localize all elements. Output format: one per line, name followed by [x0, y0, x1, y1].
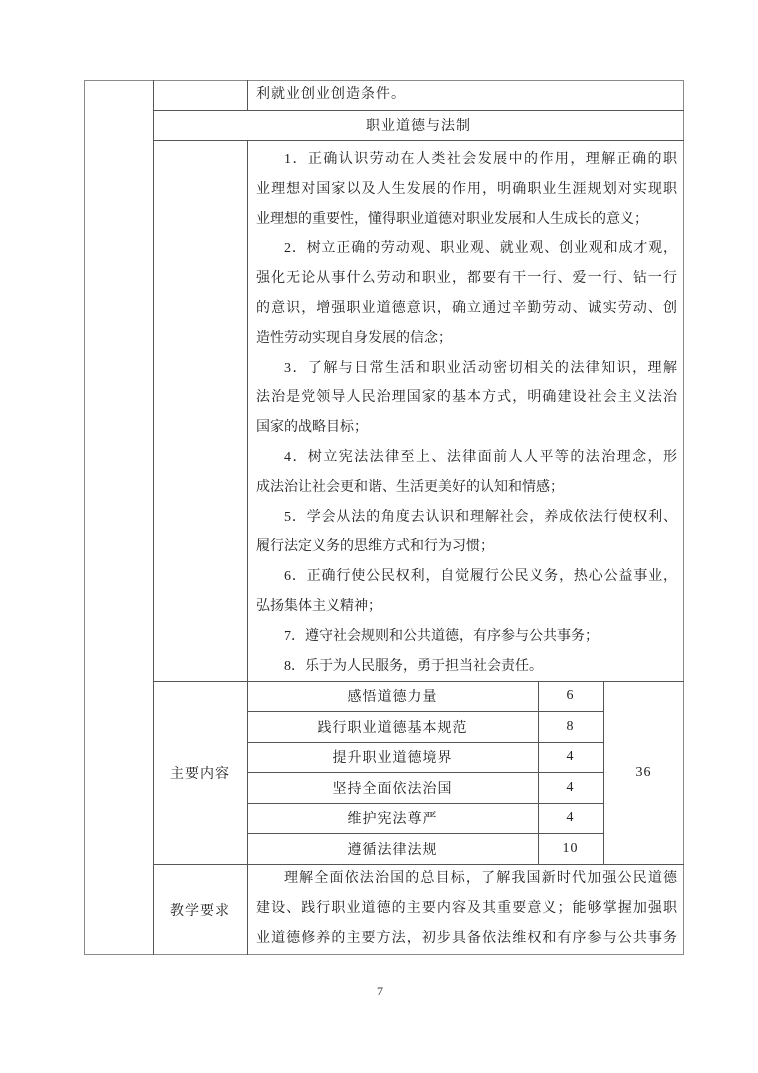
content-item-name: 维护宪法尊严 [347, 812, 438, 828]
requirement-line: 业道德修养的主要方法，初步具备依法维权和有序参与公共事务 [256, 931, 677, 946]
requirement-line: 理解全面依法治国的总目标，了解我国新时代加强公民道德 [284, 871, 677, 886]
page-number: 7 [377, 984, 383, 998]
objective-line: 6．正确行使公民权利，自觉履行公民义务，热心公益事业， [284, 569, 677, 585]
objective-line: 5．学会从法的角度去认识和理解社会，养成依法行使权利、 [284, 509, 677, 525]
content-item-hours: 8 [566, 718, 575, 734]
objective-line: 造性劳动实现自身发展的信念； [256, 330, 452, 346]
main-content-label: 主要内容 [170, 766, 230, 782]
content-item-hours: 10 [562, 840, 579, 856]
teaching-requirements-label: 教学要求 [170, 903, 230, 919]
objective-line: 3．了解与日常生活和职业活动密切相关的法律知识，理解 [284, 360, 677, 376]
objective-line: 业理想的重要性，懂得职业道德对职业发展和人生成长的意义； [256, 211, 648, 227]
objective-line: 的意识，增强职业道德意识，确立通过辛勤劳动、诚实劳动、创 [256, 300, 677, 316]
col-divider-2-top [247, 80, 248, 110]
objective-line: 成法治让社会更和谐、生活更美好的认知和情感； [256, 479, 564, 495]
content-row [247, 773, 603, 804]
objective-line: 弘扬集体主义精神； [256, 598, 382, 614]
content-row [247, 803, 603, 834]
row-divider [153, 140, 684, 141]
content-item-hours: 4 [566, 749, 575, 765]
content-item-name: 提升职业道德境界 [332, 751, 453, 767]
objective-line: 履行法定义务的思维方式和行为习惯； [256, 539, 494, 555]
content-item-hours: 4 [566, 779, 575, 795]
teaching-requirements-text [256, 864, 677, 954]
content-item-name: 践行职业道德基本规范 [317, 720, 468, 736]
requirement-line: 建设、践行职业道德的主要内容及其重要意义；能够掌握加强职 [256, 901, 677, 916]
objective-line: 1．正确认识劳动在人类社会发展中的作用，理解正确的职 [284, 152, 677, 167]
objectives-list [256, 145, 677, 681]
objective-line: 4．树立宪法法律至上、法律面前人人平等的法治理念，形 [284, 449, 677, 465]
section-title: 职业道德与法制 [366, 119, 471, 134]
content-item-name: 坚持全面依法治国 [332, 781, 453, 797]
total-hours: 36 [635, 764, 652, 780]
objective-line: 7．遵守社会规则和公共道德，有序参与公共事务； [284, 628, 599, 644]
objective-line: 国家的战略目标； [256, 420, 368, 436]
objective-line: 8．乐于为人民服务，勇于担当社会责任。 [284, 658, 543, 674]
content-row [247, 742, 603, 773]
content-row [247, 681, 603, 712]
content-row [247, 834, 603, 865]
objective-line: 2．树立正确的劳动观、职业观、就业观、创业观和成才观， [284, 241, 677, 257]
continuation-text: 利就业创业创造条件。 [256, 87, 406, 102]
content-item-name: 遵循法律法规 [347, 842, 438, 858]
content-item-hours: 4 [566, 810, 575, 826]
content-row [247, 712, 603, 743]
objective-line: 强化无论从事什么劳动和职业，都要有干一行、爱一行、钻一行 [256, 271, 677, 287]
content-item-hours: 6 [566, 688, 575, 704]
objective-line: 业理想对国家以及人生发展的作用，明确职业生涯规划对实现职 [256, 181, 677, 197]
objective-line: 法治是党领导人民治理国家的基本方式，明确建设社会主义法治 [256, 390, 677, 406]
content-item-name: 感悟道德力量 [347, 690, 438, 706]
